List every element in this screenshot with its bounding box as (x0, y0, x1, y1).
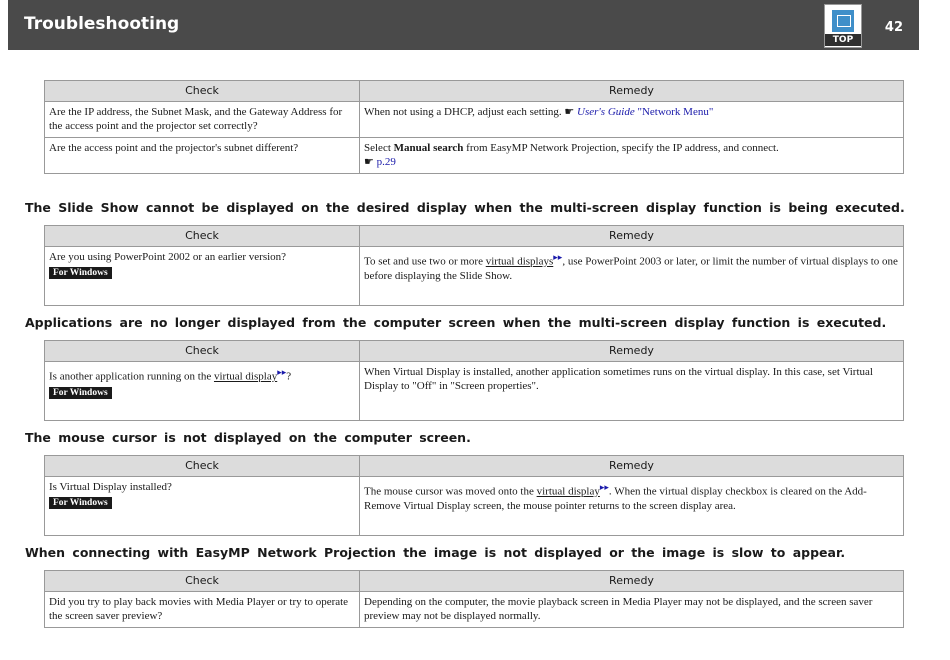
top-button[interactable] (824, 4, 862, 48)
remedy-text: Select (364, 142, 391, 154)
check-cell: Are the IP address, the Subnet Mask, and the Gateway Address for the access point and the projector set correctly? (45, 102, 360, 138)
col-check: Check (45, 571, 360, 592)
remedy-cell (360, 102, 904, 138)
remedy-cell: When Virtual Display is installed, another application sometimes runs on the virtual display. In this case, set Virtual Display to "Off" in "Screen properties". (360, 362, 904, 421)
virtual-displays-link[interactable]: virtual displays (485, 255, 554, 268)
remedy-bold: Manual search (393, 142, 464, 154)
section-heading: When connecting with EasyMP Network Projection the image is not displayed or the image is slow to appear. (25, 545, 846, 560)
glossary-arrow-icon: ▸▸ (599, 482, 609, 492)
remedy-text: When not using a DHCP, adjust each setting. (364, 106, 562, 118)
glossary-arrow-icon: ▸▸ (277, 367, 287, 377)
table-row (45, 102, 904, 138)
applications-table (44, 340, 904, 421)
network-table (44, 80, 904, 174)
check-text: Are you using PowerPoint 2002 or an earlier version? (49, 251, 287, 263)
check-cell (45, 247, 360, 306)
col-remedy: Remedy (360, 81, 904, 102)
remedy-cell (360, 477, 904, 536)
col-remedy: Remedy (360, 226, 904, 247)
easymp-table (44, 570, 904, 628)
col-check: Check (45, 341, 360, 362)
col-remedy: Remedy (360, 341, 904, 362)
reference-hand-icon: ☛ (364, 155, 374, 168)
check-cell: Are the access point and the projector's subnet different? (45, 138, 360, 174)
table-row (45, 592, 904, 628)
table-row (45, 247, 904, 306)
for-windows-badge: For Windows (49, 387, 112, 399)
glossary-arrow-icon: ▸▸ (553, 252, 563, 262)
remedy-cell: Depending on the computer, the movie playback screen in Media Player may not be displayed, and the screen saver preview may not be displayed normally. (360, 592, 904, 628)
col-remedy: Remedy (360, 571, 904, 592)
table-row (45, 138, 904, 174)
check-cell (45, 477, 360, 536)
remedy-text: . When the virtual display checkbox is cleared on the Add-Remove Virtual Display screen, the mouse pointer returns to the screen display area. (364, 485, 867, 512)
users-guide-link[interactable] (577, 106, 713, 118)
col-check: Check (45, 226, 360, 247)
col-check: Check (45, 81, 360, 102)
virtual-display-link[interactable]: virtual display (213, 370, 278, 383)
section-heading: The Slide Show cannot be displayed on the desired display when the multi-screen display function is being executed. (25, 200, 905, 215)
remedy-text: The mouse cursor was moved onto the (364, 485, 534, 498)
col-remedy: Remedy (360, 456, 904, 477)
check-cell: Did you try to play back movies with Media Player or try to operate the screen saver preview? (45, 592, 360, 628)
for-windows-badge: For Windows (49, 267, 112, 279)
remedy-cell (360, 138, 904, 174)
page-title: Troubleshooting (24, 14, 180, 34)
slideshow-table (44, 225, 904, 306)
virtual-display-link[interactable]: virtual display (536, 485, 600, 498)
top-label: TOP (825, 34, 861, 46)
remedy-text: from EasyMP Network Projection, specify the IP address, and connect. (466, 142, 779, 154)
remedy-text: To set and use two or more (364, 255, 483, 268)
page-ref-link[interactable]: p.29 (376, 156, 396, 168)
col-check: Check (45, 456, 360, 477)
remedy-text: , use PowerPoint 2003 or later, or limit the number of virtual displays to one before displaying the Slide Show. (364, 255, 898, 282)
page-number: 42 (884, 20, 903, 35)
page-header (8, 0, 919, 50)
network-menu-link-text: "Network Menu" (637, 106, 714, 118)
check-text: Is Virtual Display installed? (49, 481, 172, 493)
check-cell (45, 362, 360, 421)
check-text: Is another application running on the (49, 370, 212, 383)
remedy-cell (360, 247, 904, 306)
section-heading: Applications are no longer displayed from the computer screen when the multi-screen display function is executed. (25, 315, 887, 330)
mouse-cursor-table (44, 455, 904, 536)
table-row (45, 362, 904, 421)
home-icon (832, 10, 854, 32)
reference-hand-icon: ☛ (564, 105, 575, 118)
guide-name: User's Guide (577, 106, 635, 118)
check-text: ? (286, 370, 292, 383)
table-row (45, 477, 904, 536)
section-heading: The mouse cursor is not displayed on the computer screen. (25, 430, 471, 445)
for-windows-badge: For Windows (49, 497, 112, 509)
